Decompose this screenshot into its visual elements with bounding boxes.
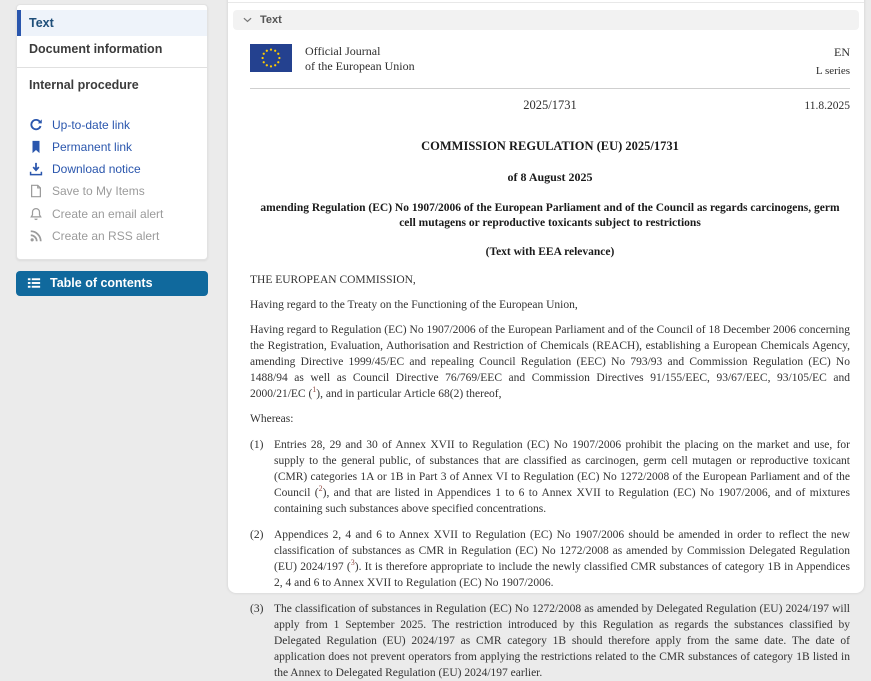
treaty-paragraph: Having regard to the Treaty on the Functioning of the European Union,	[250, 299, 578, 311]
having-regard-text: Having regard to Regulation (EC) No 1907/2006 of the European Parliament and of the Council of 18 December 2006 concerning the Registration, Evaluation, Authorisation and Restriction of Chemicals (REACH), establishing a European Chemicals Agency, amending Directive 1999/45/EC and repealing Council Regulation (EEC) No 793/93 and Commission Regulation (EC) No 1488/94 as well as Council Directive 76/769/EEC and Commission Directives 91/155/EEC, 93/67/EEC, 93/105/EC and 2000/21/EC (	[250, 324, 850, 400]
permanent-link-label: Permanent link	[52, 139, 133, 154]
commission-intro: THE EUROPEAN COMMISSION,	[250, 274, 416, 286]
header-rule	[250, 88, 850, 89]
create-email-alert-link-label: Create an email alert	[52, 206, 164, 221]
footnote-ref-3[interactable]: 3	[350, 558, 355, 568]
sidebar	[16, 4, 208, 296]
create-rss-alert-link[interactable]	[17, 225, 207, 247]
download-icon	[29, 162, 43, 176]
sidebar-item-text-label: Text	[29, 16, 54, 30]
regulation-title: COMMISSION REGULATION (EU) 2025/1731	[421, 139, 679, 153]
document-number: 2025/1731	[523, 98, 577, 112]
recital-1-text-start: Entries 28, 29 and 30 of Annex XVII to Regulation (EC) No 1907/2006 prohibit the placing on the market and use, for supply to the general public, of substances that are classified as carcinogen, germ cell mutagen or reproductive toxicant (CMR) categories 1A or 1B in Part 3 of Annex VI to Regulation (EC) No 1272/2008 of the European Parliament and of the Council (	[274, 439, 850, 499]
list-icon	[27, 276, 41, 290]
refresh-icon	[29, 118, 43, 132]
recital-2	[250, 527, 850, 591]
journal-title-line1: Official Journal	[305, 44, 381, 58]
sidebar-divider	[17, 67, 207, 68]
regulation-date-line: of 8 August 2025	[507, 170, 593, 184]
having-regard-text-end: ), and in particular Article 68(2) thereof,	[316, 388, 502, 400]
save-to-my-items-link[interactable]	[17, 180, 207, 202]
footnote-ref-1[interactable]: 1	[312, 385, 317, 395]
sidebar-item-document-information[interactable]	[17, 36, 207, 62]
recital-2-text-end: ). It is therefore appropriate to include the newly classified CMR substances of category 1B in Appendices 2, 4 and 6 to Annex XVII to Regulation (EC) No 1907/2006.	[274, 561, 850, 589]
document-panel	[228, 0, 864, 679]
recital-3-text-body: The classification of substances in Regulation (EC) No 1272/2008 as amended by Delegated Regulation (EU) 2024/197 will apply from 1 September 2025. The restriction introduced by this Regulation as regards the substances classified by Delegated Regulation (EU) 2024/197 as CMR category 1B should therefore apply from the same date. The date of application does not prevent operators from applying the restrictions related to the CMR substances of category 1B listed in the Annex to Delegated Regulation (EU) 2024/197 earlier.	[274, 603, 850, 679]
up-to-date-link[interactable]	[17, 114, 207, 136]
having-regard-paragraph	[250, 322, 850, 402]
panel-top-divider	[228, 2, 864, 3]
recital-1-text-end: ), and that are listed in Appendices 1 to 6 to Annex XVII to Regulation (EC) No 1907/2006, and of mixtures containing such substances above specified concentrations.	[274, 487, 850, 515]
bell-icon	[29, 207, 43, 221]
document-date: 11.8.2025	[804, 100, 850, 112]
sidebar-item-internal-procedure-label: Internal procedure	[29, 77, 139, 92]
journal-title	[305, 44, 415, 74]
up-to-date-link-label: Up-to-date link	[52, 117, 131, 132]
download-notice-link-label: Download notice	[52, 162, 141, 177]
recital-3-text	[274, 601, 850, 681]
bookmark-icon	[29, 140, 43, 154]
whereas-label: Whereas:	[250, 413, 294, 425]
eu-flag-icon	[250, 44, 292, 72]
sidebar-action-links	[17, 114, 207, 247]
regulation-subject-line: amending Regulation (EC) No 1907/2006 of the European Parliament and of the Council as regards carcinogens, germ cell mutagens or reproductive toxicants subject to restrictions	[260, 202, 840, 229]
recital-2-number: (2)	[250, 529, 264, 541]
recital-2-text	[274, 527, 850, 591]
create-email-alert-link[interactable]	[17, 203, 207, 225]
sidebar-item-text[interactable]	[17, 10, 207, 36]
table-of-contents-button[interactable]	[16, 271, 208, 296]
recital-1-number: (1)	[250, 439, 264, 451]
download-notice-link[interactable]	[17, 158, 207, 180]
sidebar-item-internal-procedure[interactable]	[17, 72, 207, 98]
table-of-contents-button-label: Table of contents	[50, 276, 153, 291]
journal-meta	[816, 44, 850, 79]
text-section-header[interactable]	[233, 10, 859, 30]
chevron-down-icon	[243, 17, 252, 23]
eea-relevance-line: (Text with EEA relevance)	[485, 246, 615, 258]
create-rss-alert-link-label: Create an RSS alert	[52, 228, 160, 243]
language-code: EN	[834, 45, 850, 59]
sidebar-item-document-information-label: Document information	[29, 42, 163, 57]
save-to-my-items-link-label: Save to My Items	[52, 184, 145, 199]
save-icon	[29, 184, 43, 198]
recital-2-text-start: Appendices 2, 4 and 6 to Annex XVII to Regulation (EC) No 1907/2006 should be amended in order to reflect the new classification of substances as CMR in Regulation (EC) No 1272/2008 as amended by Commission Delegated Regulation (EU) 2024/197 (	[274, 529, 850, 573]
document-meta-row	[250, 97, 850, 113]
recital-3	[250, 601, 850, 681]
series-label: L series	[815, 65, 850, 77]
recital-3-number: (3)	[250, 603, 264, 615]
footnote-ref-2[interactable]: 2	[318, 484, 323, 494]
rss-icon	[29, 229, 43, 243]
sidebar-nav-card	[16, 4, 208, 260]
document-content	[250, 32, 850, 681]
recital-1	[250, 437, 850, 517]
official-journal-header	[250, 44, 850, 79]
permanent-link[interactable]	[17, 136, 207, 158]
journal-title-line2: of the European Union	[305, 59, 415, 73]
recital-1-text	[274, 437, 850, 517]
text-section-header-label: Text	[260, 14, 282, 26]
